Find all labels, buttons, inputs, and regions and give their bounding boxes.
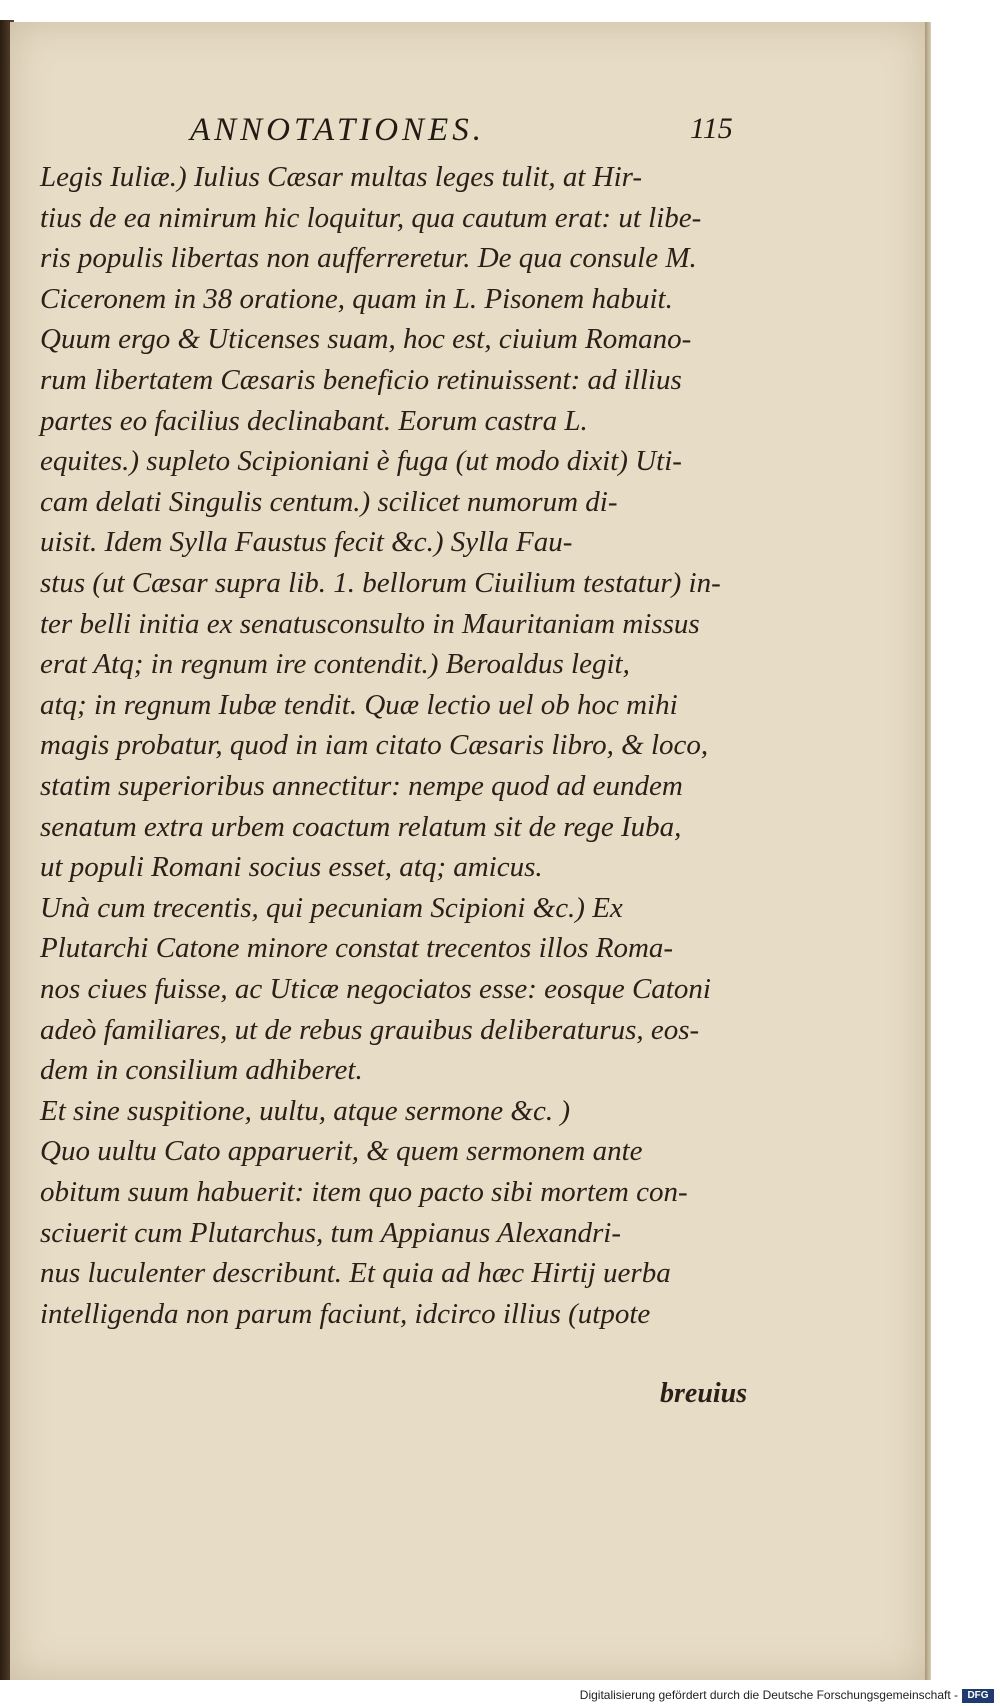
text-line: erat Atq; in regnum ire contendit.) Beroaldus legit,: [40, 648, 630, 681]
dfg-logo-icon: DFG: [962, 1689, 994, 1703]
text-line: tius de ea nimirum hic loquitur, qua cautum erat: ut libe-: [40, 201, 702, 234]
text-line: Legis Iuliæ.) Iulius Cæsar multas leges tulit, at Hir-: [40, 161, 643, 193]
text-line: Plutarchi Catone minore constat trecentos illos Roma-: [40, 932, 674, 965]
text-line: partes eo facilius declinabant. Eorum castra L.: [40, 404, 588, 437]
catchword: breuius: [660, 1378, 748, 1409]
text-line: statim superioribus annectitur: nempe quod ad eundem: [40, 770, 683, 802]
page-number: 115: [690, 112, 733, 145]
text-line: stus (ut Cæsar supra lib. 1. bellorum Ciuilium testatur) in-: [40, 567, 721, 599]
text-line: nos ciues fuisse, ac Uticæ negociatos esse: eosque Catoni: [40, 973, 711, 1005]
text-line: senatum extra urbem coactum relatum sit de rege Iuba,: [40, 810, 682, 843]
running-head: ANNOTATIONES.: [190, 112, 485, 148]
text-line: Unà cum trecentis, qui pecuniam Scipioni &c.) Ex: [40, 891, 623, 924]
text-line: uisit. Idem Sylla Faustus fecit &c.) Sylla Fau-: [40, 526, 573, 559]
text-line: obitum suum habuerit: item quo pacto sibi mortem con-: [40, 1176, 688, 1208]
text-line: atq; in regnum Iubæ tendit. Quæ lectio uel ob hoc mihi: [40, 688, 678, 721]
text-line: intelligenda non parum faciunt, idcirco illius (utpote: [40, 1297, 651, 1330]
text-line: ut populi Romani socius esset, atq; amicus.: [40, 851, 543, 884]
text-line: ter belli initia ex senatusconsulto in Mauritaniam missus: [40, 607, 700, 640]
text-line: nus luculenter describunt. Et quia ad hæc Hirtij uerba: [40, 1257, 671, 1290]
text-line: dem in consilium adhiberet.: [40, 1054, 363, 1087]
text-line: Quo uultu Cato apparuerit, & quem sermonem ante: [40, 1135, 643, 1168]
text-line: sciuerit cum Plutarchus, tum Appianus Alexandri-: [40, 1216, 622, 1249]
footer-bar: [0, 1686, 1000, 1706]
text-line: magis probatur, quod in iam citato Cæsaris libro, & loco,: [40, 729, 709, 762]
text-line: cam delati Singulis centum.) scilicet numorum di-: [40, 485, 618, 518]
page-header: [190, 112, 750, 156]
page-edge: [925, 22, 931, 1680]
text-line: Et sine suspitione, uultu, atque sermone &c. ): [40, 1094, 570, 1127]
text-line: Ciceronem in 38 oratione, quam in L. Pisonem habuit.: [40, 282, 673, 315]
funding-credit: Digitalisierung gefördert durch die Deutsche Forschungsgemeinschaft -: [579, 1688, 958, 1702]
text-line: equites.) supleto Scipioniani è fuga (ut modo dixit) Uti-: [40, 445, 682, 478]
text-line: rum libertatem Cæsaris beneficio retinuissent: ad illius: [40, 364, 682, 396]
text-line: Quum ergo & Uticenses suam, hoc est, ciuium Romano-: [40, 323, 692, 356]
text-line: ris populis libertas non aufferreretur. De qua consule M.: [40, 242, 697, 275]
text-line: adeò familiares, ut de rebus grauibus deliberaturus, eos-: [40, 1013, 700, 1046]
